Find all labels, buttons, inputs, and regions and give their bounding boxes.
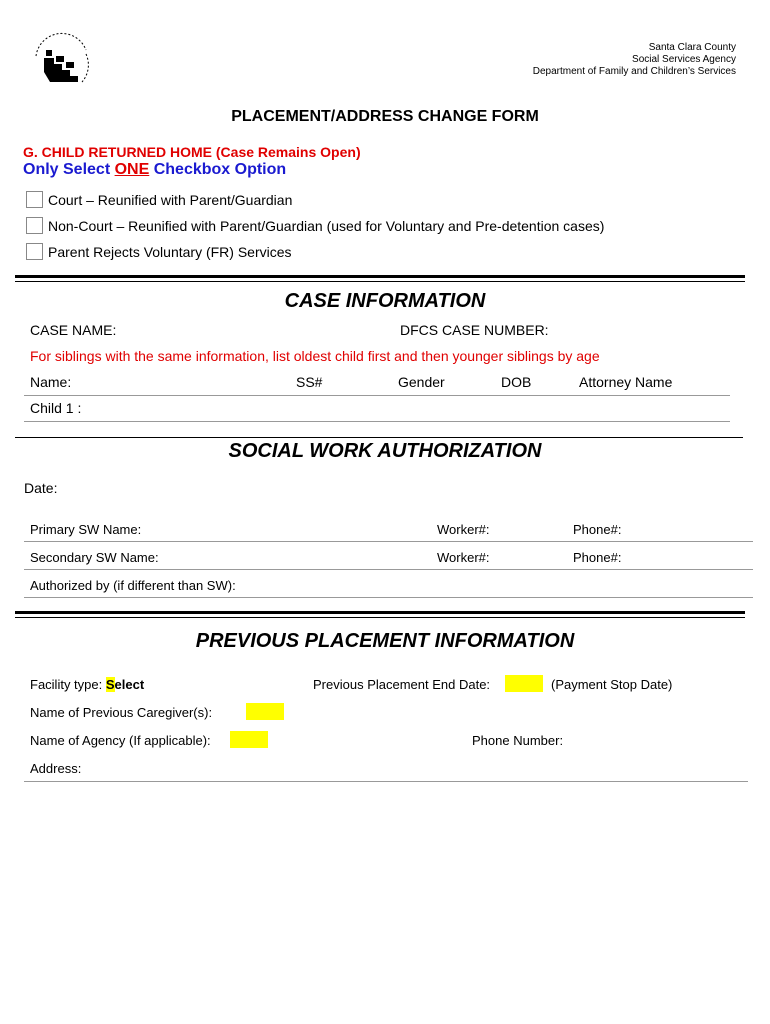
option-label: Parent Rejects Voluntary (FR) Services [48,243,292,260]
col-gender: Gender [398,374,445,390]
checkbox-parent-rejects[interactable] [26,243,43,260]
row-line [24,569,753,570]
prev-caregiver-label: Name of Previous Caregiver(s): [30,705,213,720]
option-label: Court – Reunified with Parent/Guardian [48,191,293,208]
facility-type-label: Facility type: [30,677,106,692]
checkbox-instruction [23,161,286,179]
prev-placement-heading: PREVIOUS PLACEMENT INFORMATION [195,630,575,652]
primary-worker-label[interactable]: Worker#: [437,522,490,537]
row-line [24,541,753,542]
checkbox-non-court[interactable] [26,217,43,234]
facility-select-initial: S [105,677,115,692]
agency-address-block [533,42,736,78]
end-date-input[interactable] [505,675,543,692]
agency-name-label: Name of Agency (If applicable): [30,733,211,748]
sw-auth-heading: SOCIAL WORK AUTHORIZATION [228,440,542,462]
agency-name-input[interactable] [230,731,268,748]
section-divider-thin [15,437,743,438]
primary-sw-label[interactable]: Primary SW Name: [30,522,142,537]
row-line [24,395,730,396]
payment-stop-note: (Payment Stop Date) [551,677,673,692]
sibling-note: For siblings with the same information, list oldest child first and then younger siblings by age [30,348,600,364]
agency-name: Social Services Agency [632,54,736,65]
form-title: PLACEMENT/ADDRESS CHANGE FORM [231,108,539,125]
instruction-emphasis: ONE [114,161,150,178]
secondary-sw-label[interactable]: Secondary SW Name: [30,550,159,565]
authorized-by-label[interactable]: Authorized by (if different than SW): [30,578,236,593]
agency-logo [28,30,94,88]
option-non-court[interactable] [26,217,604,234]
section-divider-thin [15,617,745,618]
section-g-heading: G. CHILD RETURNED HOME (Case Remains Open) [23,144,361,160]
case-name-label: CASE NAME: [30,322,117,338]
case-number-label: DFCS CASE NUMBER: [400,322,549,338]
row-line [24,781,748,782]
option-parent-rejects[interactable] [26,243,292,260]
end-date-label: Previous Placement End Date: [313,677,491,692]
primary-phone-label[interactable]: Phone#: [573,522,622,537]
agency-county: Santa Clara County [648,42,736,53]
option-court[interactable] [26,191,292,208]
address-label[interactable]: Address: [30,761,82,776]
agency-department: Department of Family and Children’s Services [532,66,736,77]
section-divider [15,611,745,614]
secondary-phone-label[interactable]: Phone#: [573,550,622,565]
child-1-label[interactable]: Child 1 : [30,400,82,416]
secondary-worker-label[interactable]: Worker#: [437,550,490,565]
row-line [24,597,753,598]
prev-caregiver-input[interactable] [246,703,284,720]
case-info-heading: CASE INFORMATION [284,290,486,312]
option-label: Non-Court – Reunified with Parent/Guardian (used for Voluntary and Pre-detention cases) [48,217,605,234]
checkbox-court[interactable] [26,191,43,208]
instruction-prefix: Only Select [23,161,115,178]
col-ssn: SS# [296,374,323,390]
instruction-suffix: Checkbox Option [149,161,287,178]
date-label[interactable]: Date: [24,480,58,496]
facility-select-value: elect [114,677,145,692]
row-line [24,421,730,422]
col-dob: DOB [501,374,532,390]
col-attorney: Attorney Name [579,374,673,390]
facility-type-field[interactable] [30,677,144,692]
section-divider [15,275,745,278]
section-divider-thin [15,281,745,282]
col-name: Name: [30,374,72,390]
phone-number-label[interactable]: Phone Number: [472,733,564,748]
